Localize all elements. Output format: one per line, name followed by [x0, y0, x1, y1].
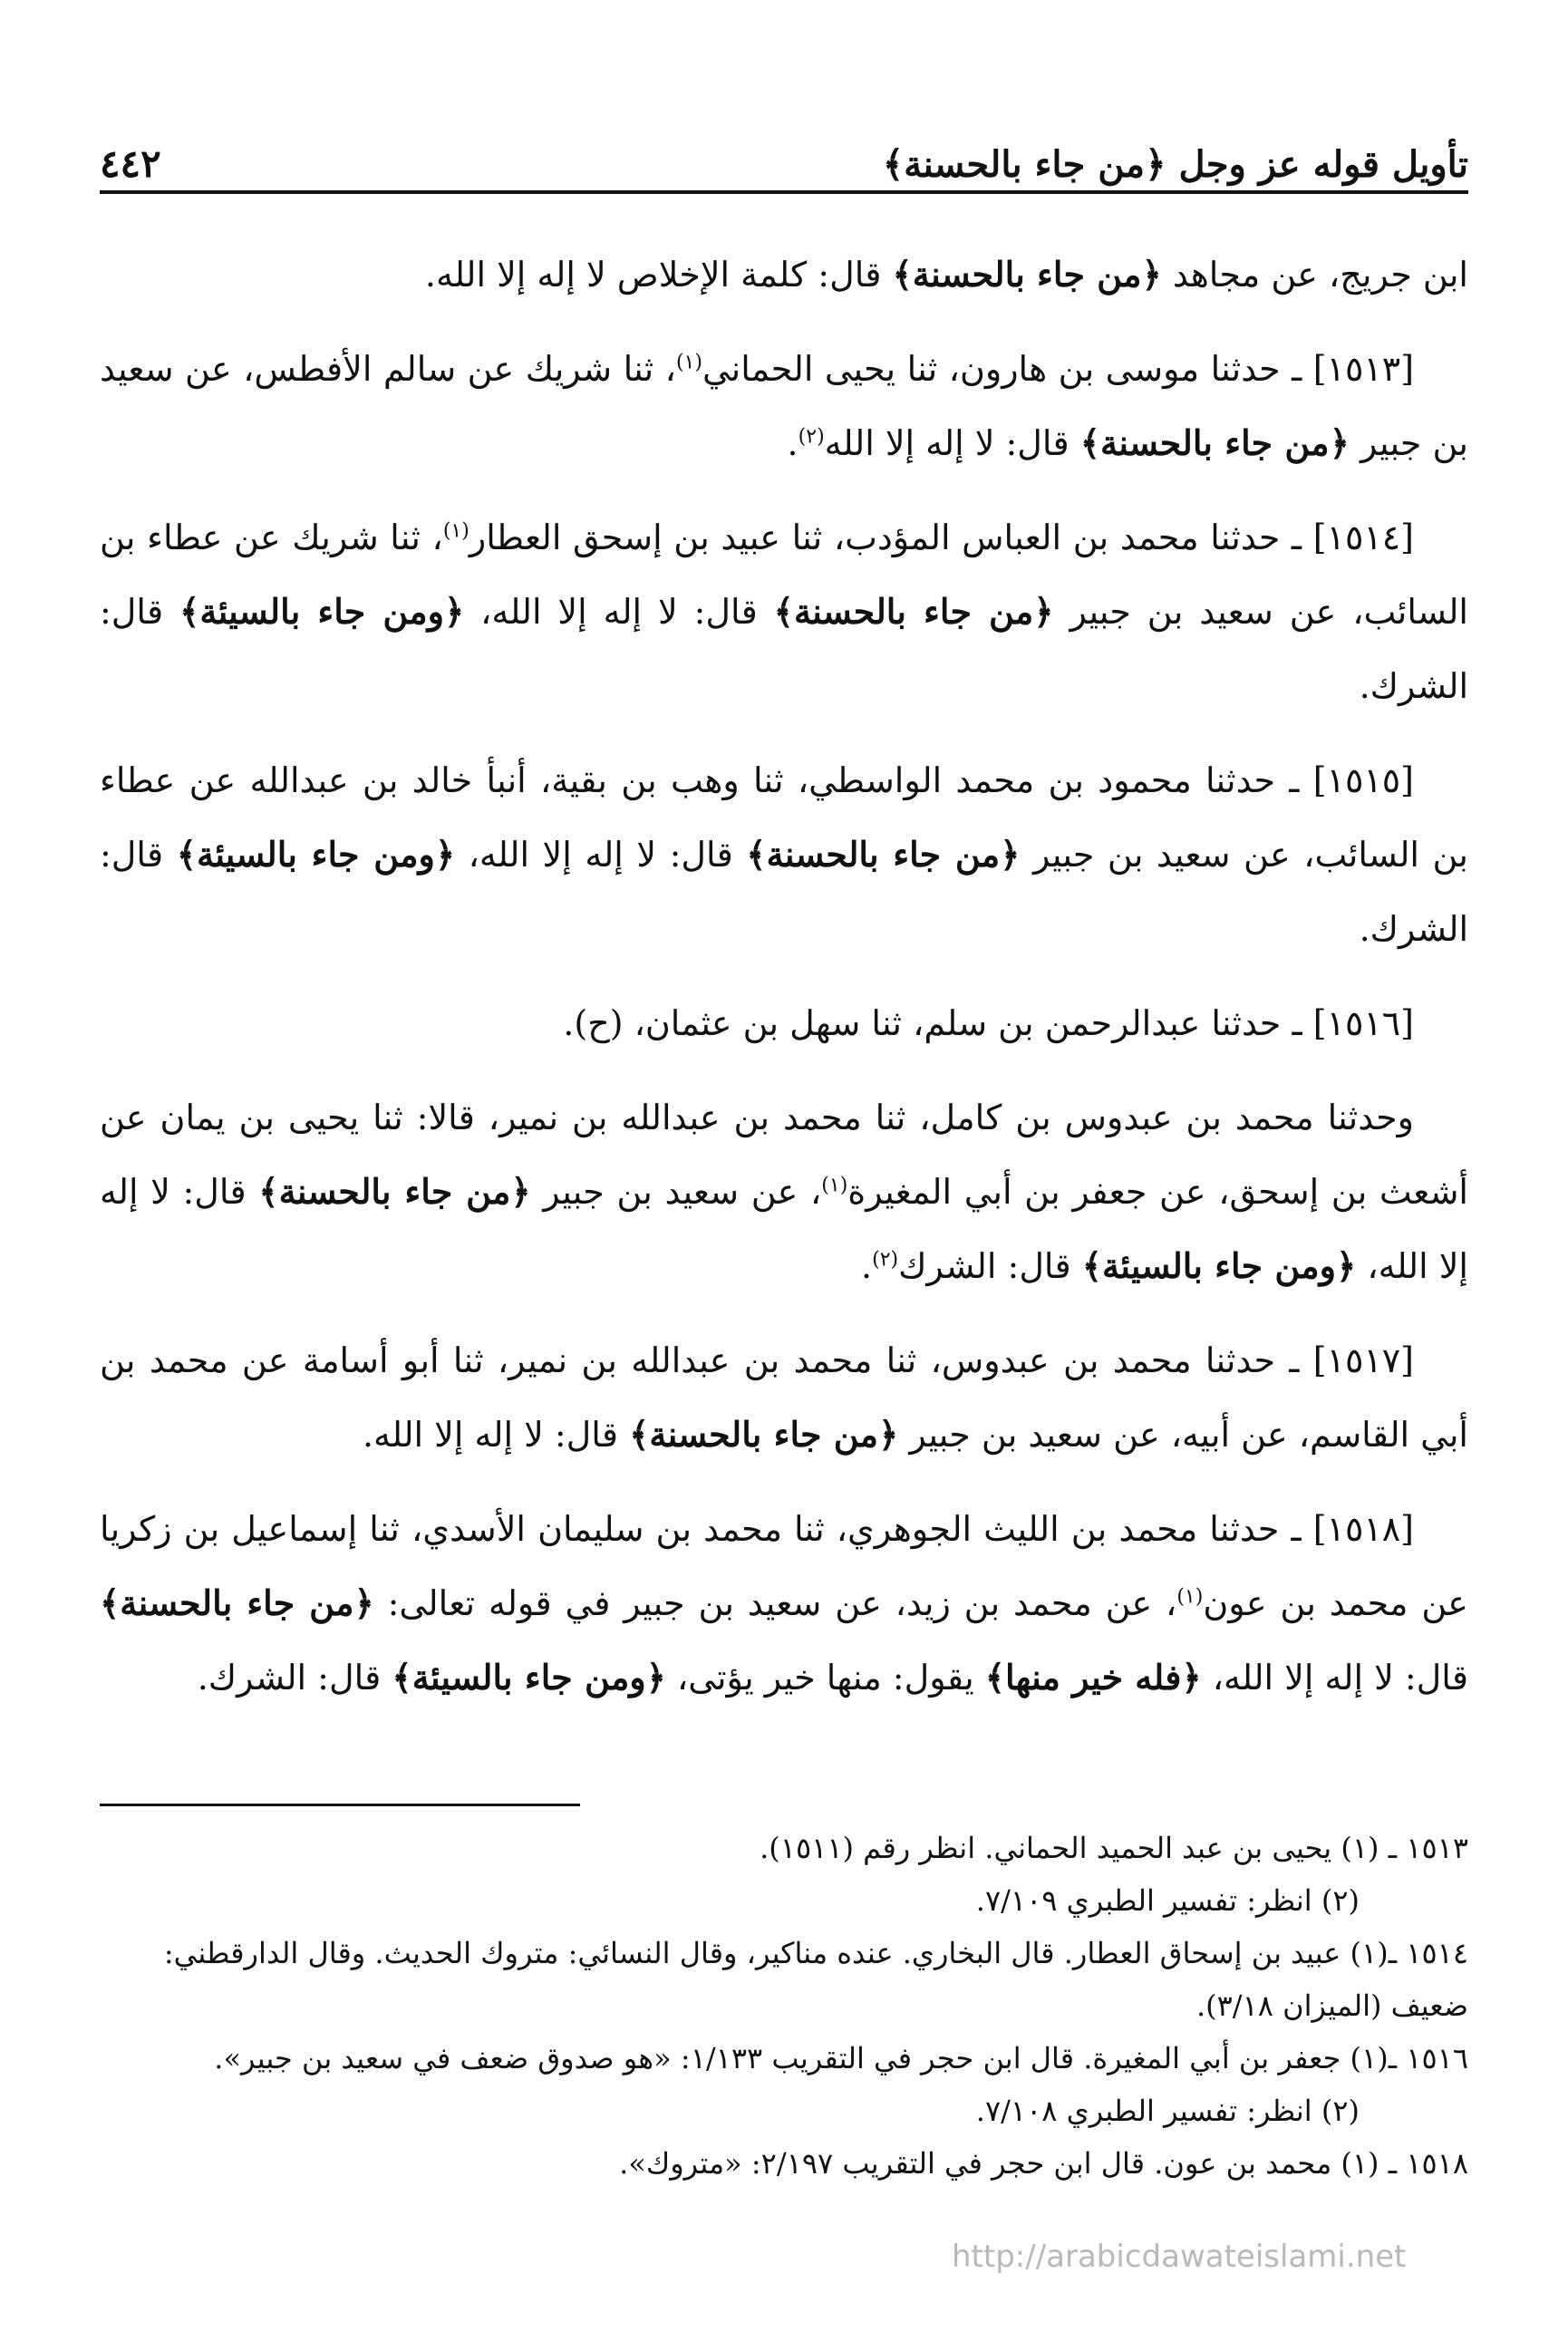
text-segment: ، عن محمد بن زيد، عن سعيد بن جبير في قوله تعالى: [373, 1583, 1177, 1623]
quran-quote: ﴿من جاء بالحسنة﴾ [1079, 422, 1350, 463]
text-segment: [١٥١٤] ـ حدثنا محمد بن العباس المؤدب، ثنا عبيد بن إسحق العطار [469, 518, 1414, 557]
text-segment: قال: لا إله إلا الله، [464, 592, 774, 632]
footnote-marker: (٢) [872, 1248, 899, 1272]
main-text [100, 237, 1468, 1735]
text-segment: قال: الشرك. [100, 835, 1468, 949]
paragraph-p1517 [100, 1323, 1468, 1472]
quran-quote: ﴿ومن جاء بالسيئة﴾ [179, 591, 465, 632]
quran-quote: ﴿فله خير منها﴾ [984, 1657, 1202, 1698]
text-segment: قال: الشرك. [100, 592, 1468, 706]
text-segment: [١٥١٥] ـ حدثنا محمود بن محمد الواسطي، ثنا وهب بن بقية، أنبأ خالد بن عبدالله عن عطاء بن السائب، عن سعيد بن جبير [100, 760, 1469, 875]
footnote-f1513b: (٢) انظر: تفسير الطبري ٧/١٠٩. [975, 1883, 1360, 1918]
footnote-f1516a: ١٥١٦ ـ(١) جعفر بن أبي المغيرة. قال ابن حجر في التقريب ١/١٣٣: «هو صدوق ضعف في سعيد بن جبير». [214, 2041, 1468, 2075]
text-segment: قال: الشرك. [197, 1658, 392, 1698]
paragraph-p0 [100, 237, 1468, 312]
footnote-f1518a: ١٥١٨ ـ (١) محمد بن عون. قال ابن حجر في التقريب ٢/١٩٧: «متروك». [619, 2146, 1468, 2181]
text-segment: [١٥١٧] ـ حدثنا محمد بن عبدوس، ثنا محمد بن عبدالله بن نمير، ثنا أبو أسامة عن محمد بن أبي القاسم، عن أبيه، عن سعيد بن جبير [100, 1340, 1468, 1455]
footnote-f1516b: (٢) انظر: تفسير الطبري ٧/١٠٨. [975, 2094, 1360, 2128]
paragraph-p1513 [100, 332, 1468, 480]
running-title: تأويل قوله عز وجل ﴿من جاء بالحسنة﴾ [882, 143, 1468, 186]
paragraph-p1518 [100, 1492, 1468, 1715]
footnote-marker: (١) [675, 351, 702, 374]
footnotes [100, 1822, 1468, 2190]
paragraph-p1514 [100, 500, 1468, 723]
quran-quote: ﴿ومن جاء بالسيئة﴾ [1081, 1245, 1357, 1286]
footnote-marker: (٢) [798, 425, 825, 449]
footnote-marker: (١) [1176, 1585, 1204, 1609]
footnote-f1514a: ١٥١٤ ـ(١) عبيد بن إسحاق العطار. قال البخاري. عنده مناكير، وقال النسائي: متروك الحديث. وقال الدارقطني: ضعيف (الميزان ٣/١٨). [163, 1936, 1468, 2023]
text-segment: . [861, 1246, 873, 1286]
text-segment: قال: لا إله إلا الله [824, 423, 1080, 463]
footnote-f1513a: ١٥١٣ ـ (١) يحيى بن عبد الحميد الحماني. انظر رقم (١٥١١). [760, 1831, 1468, 1865]
paragraph-p1515 [100, 743, 1468, 966]
text-segment: قال: لا إله إلا الله، [100, 1172, 1468, 1286]
text-segment: [١٥١٣] ـ حدثنا موسى بن هارون، ثنا يحيى الحماني [702, 349, 1415, 389]
quran-quote: ﴿من جاء بالحسنة﴾ [892, 254, 1162, 295]
header-rule [100, 190, 1468, 194]
quran-quote: ﴿ومن جاء بالسيئة﴾ [392, 1657, 666, 1698]
text-segment: قال: كلمة الإخلاص لا إله إلا الله. [424, 255, 893, 295]
text-segment: . [787, 423, 799, 463]
text-segment: ابن جريج، عن مجاهد [1161, 255, 1468, 295]
footnote-separator [100, 1804, 580, 1806]
paragraph-p1516 [100, 986, 1468, 1060]
quran-quote: ﴿من جاء بالحسنة﴾ [746, 834, 1021, 875]
watermark: http://arabicdawateislami.net [952, 2239, 1407, 2275]
quran-quote: ﴿من جاء بالحسنة﴾ [629, 1414, 899, 1455]
quran-quote: ﴿من جاء بالحسنة﴾ [100, 1582, 374, 1623]
text-segment: ، ثنا شريك عن سالم الأفطس، عن سعيد بن جبير [100, 349, 1468, 463]
paragraph-p1516b [100, 1080, 1468, 1303]
page-number: ٤٤٢ [100, 141, 161, 186]
text-segment: قال: لا إله إلا الله. [362, 1415, 630, 1455]
text-segment: وحدثنا محمد بن عبدوس بن كامل، ثنا محمد بن عبدالله بن نمير، قالا: ثنا يحيى بن يمان عن أشعث بن إسحق، عن جعفر بن أبي المغيرة [100, 1098, 1468, 1212]
text-segment: قال: لا إله إلا الله، [1201, 1658, 1468, 1698]
footnote-marker: (١) [442, 519, 469, 543]
quran-quote: ﴿ومن جاء بالسيئة﴾ [176, 834, 456, 875]
text-segment: ، عن سعيد بن جبير [530, 1172, 822, 1212]
page-header [100, 122, 1468, 186]
text-segment: ، ثنا شريك عن عطاء بن السائب، عن سعيد بن جبير [100, 518, 1468, 632]
text-segment: [١٥١٨] ـ حدثنا محمد بن الليث الجوهري، ثنا محمد بن سليمان الأسدي، ثنا إسماعيل بن زكريا عن محمد بن عون [100, 1509, 1468, 1623]
quran-quote: ﴿من جاء بالحسنة﴾ [773, 591, 1054, 632]
text-segment: قال: الشرك [898, 1246, 1082, 1286]
text-segment: يقول: منها خير يؤتى، [665, 1658, 985, 1698]
quran-quote: ﴿من جاء بالحسنة﴾ [258, 1171, 531, 1212]
text-segment: قال: لا إله إلا الله، [455, 835, 747, 875]
text-segment: [١٥١٦] ـ حدثنا عبدالرحمن بن سلم، ثنا سهل بن عثمان، (ح). [563, 1003, 1414, 1043]
footnote-marker: (١) [821, 1174, 848, 1197]
